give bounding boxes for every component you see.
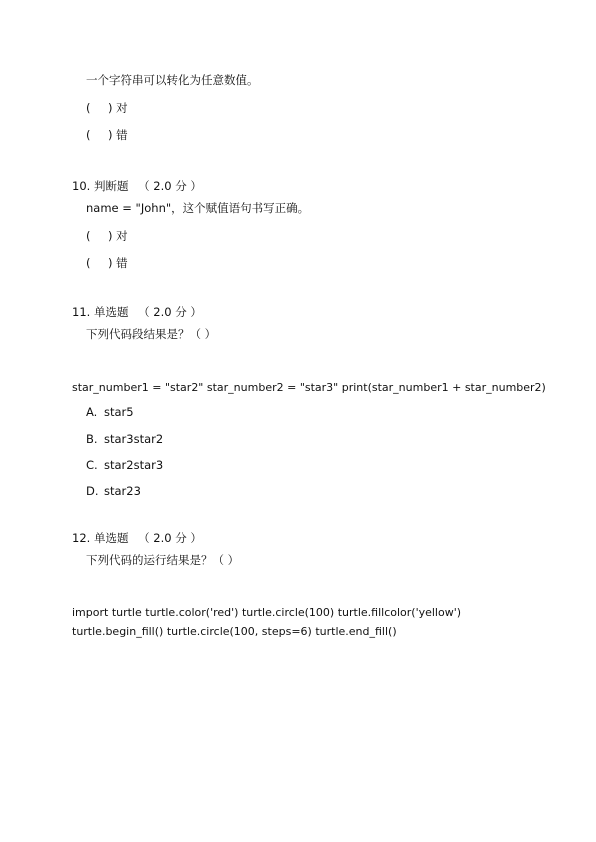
q12-stem: 下列代码的运行结果是？（ ）: [86, 553, 240, 567]
q11-number: 11.: [72, 305, 91, 319]
q10-option-false-paren: (: [86, 256, 91, 270]
q10-option-false-label: ) 错: [108, 256, 128, 270]
q10-type: 判断题: [93, 179, 129, 193]
q11-stem: 下列代码段结果是？（ ）: [86, 327, 217, 341]
q9-option-false-paren: (: [86, 128, 91, 142]
q9-option-false-label: ) 错: [108, 128, 128, 142]
q10-score: （ 2.0 分 ）: [138, 179, 202, 193]
q11-option-c-text: star2star3: [104, 458, 164, 472]
q11-type: 单选题: [93, 305, 129, 319]
q10-option-true[interactable]: [86, 229, 128, 243]
q12-number: 12.: [72, 531, 91, 545]
q11-option-c-letter: C.: [86, 458, 98, 472]
q9-option-true[interactable]: [86, 101, 128, 115]
q9-stem: 一个字符串可以转化为任意数值。: [86, 73, 259, 87]
q10-stem: name = "John"，这个赋值语句书写正确。: [86, 201, 310, 215]
q11-option-a-text: star5: [104, 405, 134, 419]
q11-option-d[interactable]: [86, 484, 141, 498]
q9-option-false[interactable]: [86, 128, 128, 142]
q11-option-a-letter: A.: [86, 405, 98, 419]
q9-option-true-label: ) 对: [108, 101, 128, 115]
q11-option-d-text: star23: [104, 484, 141, 498]
q11-header: [72, 305, 202, 319]
q11-option-b[interactable]: [86, 432, 163, 446]
q11-option-a[interactable]: [86, 405, 134, 419]
q11-option-b-text: star3star2: [104, 432, 164, 446]
q10-number: 10.: [72, 179, 91, 193]
q10-option-true-label: ) 对: [108, 229, 128, 243]
q11-score: （ 2.0 分 ）: [138, 305, 202, 319]
q9-option-true-paren: (: [86, 101, 91, 115]
q12-header: [72, 531, 202, 545]
q10-header: [72, 179, 202, 193]
q10-option-true-paren: (: [86, 229, 91, 243]
q11-option-b-letter: B.: [86, 432, 98, 446]
q11-option-c[interactable]: [86, 458, 163, 472]
q11-code: star_number1 = "star2" star_number2 = "star3" print(star_number1 + star_number2): [72, 381, 546, 394]
q10-option-false[interactable]: [86, 256, 128, 270]
q12-code: import turtle turtle.color('red') turtle.circle(100) turtle.fillcolor('yellow') turtle.begin_fill() turtle.circle(100, steps=6) turtle.end_fill(): [72, 606, 462, 638]
q11-option-d-letter: D.: [86, 484, 99, 498]
q12-score: （ 2.0 分 ）: [138, 531, 202, 545]
q12-type: 单选题: [93, 531, 129, 545]
